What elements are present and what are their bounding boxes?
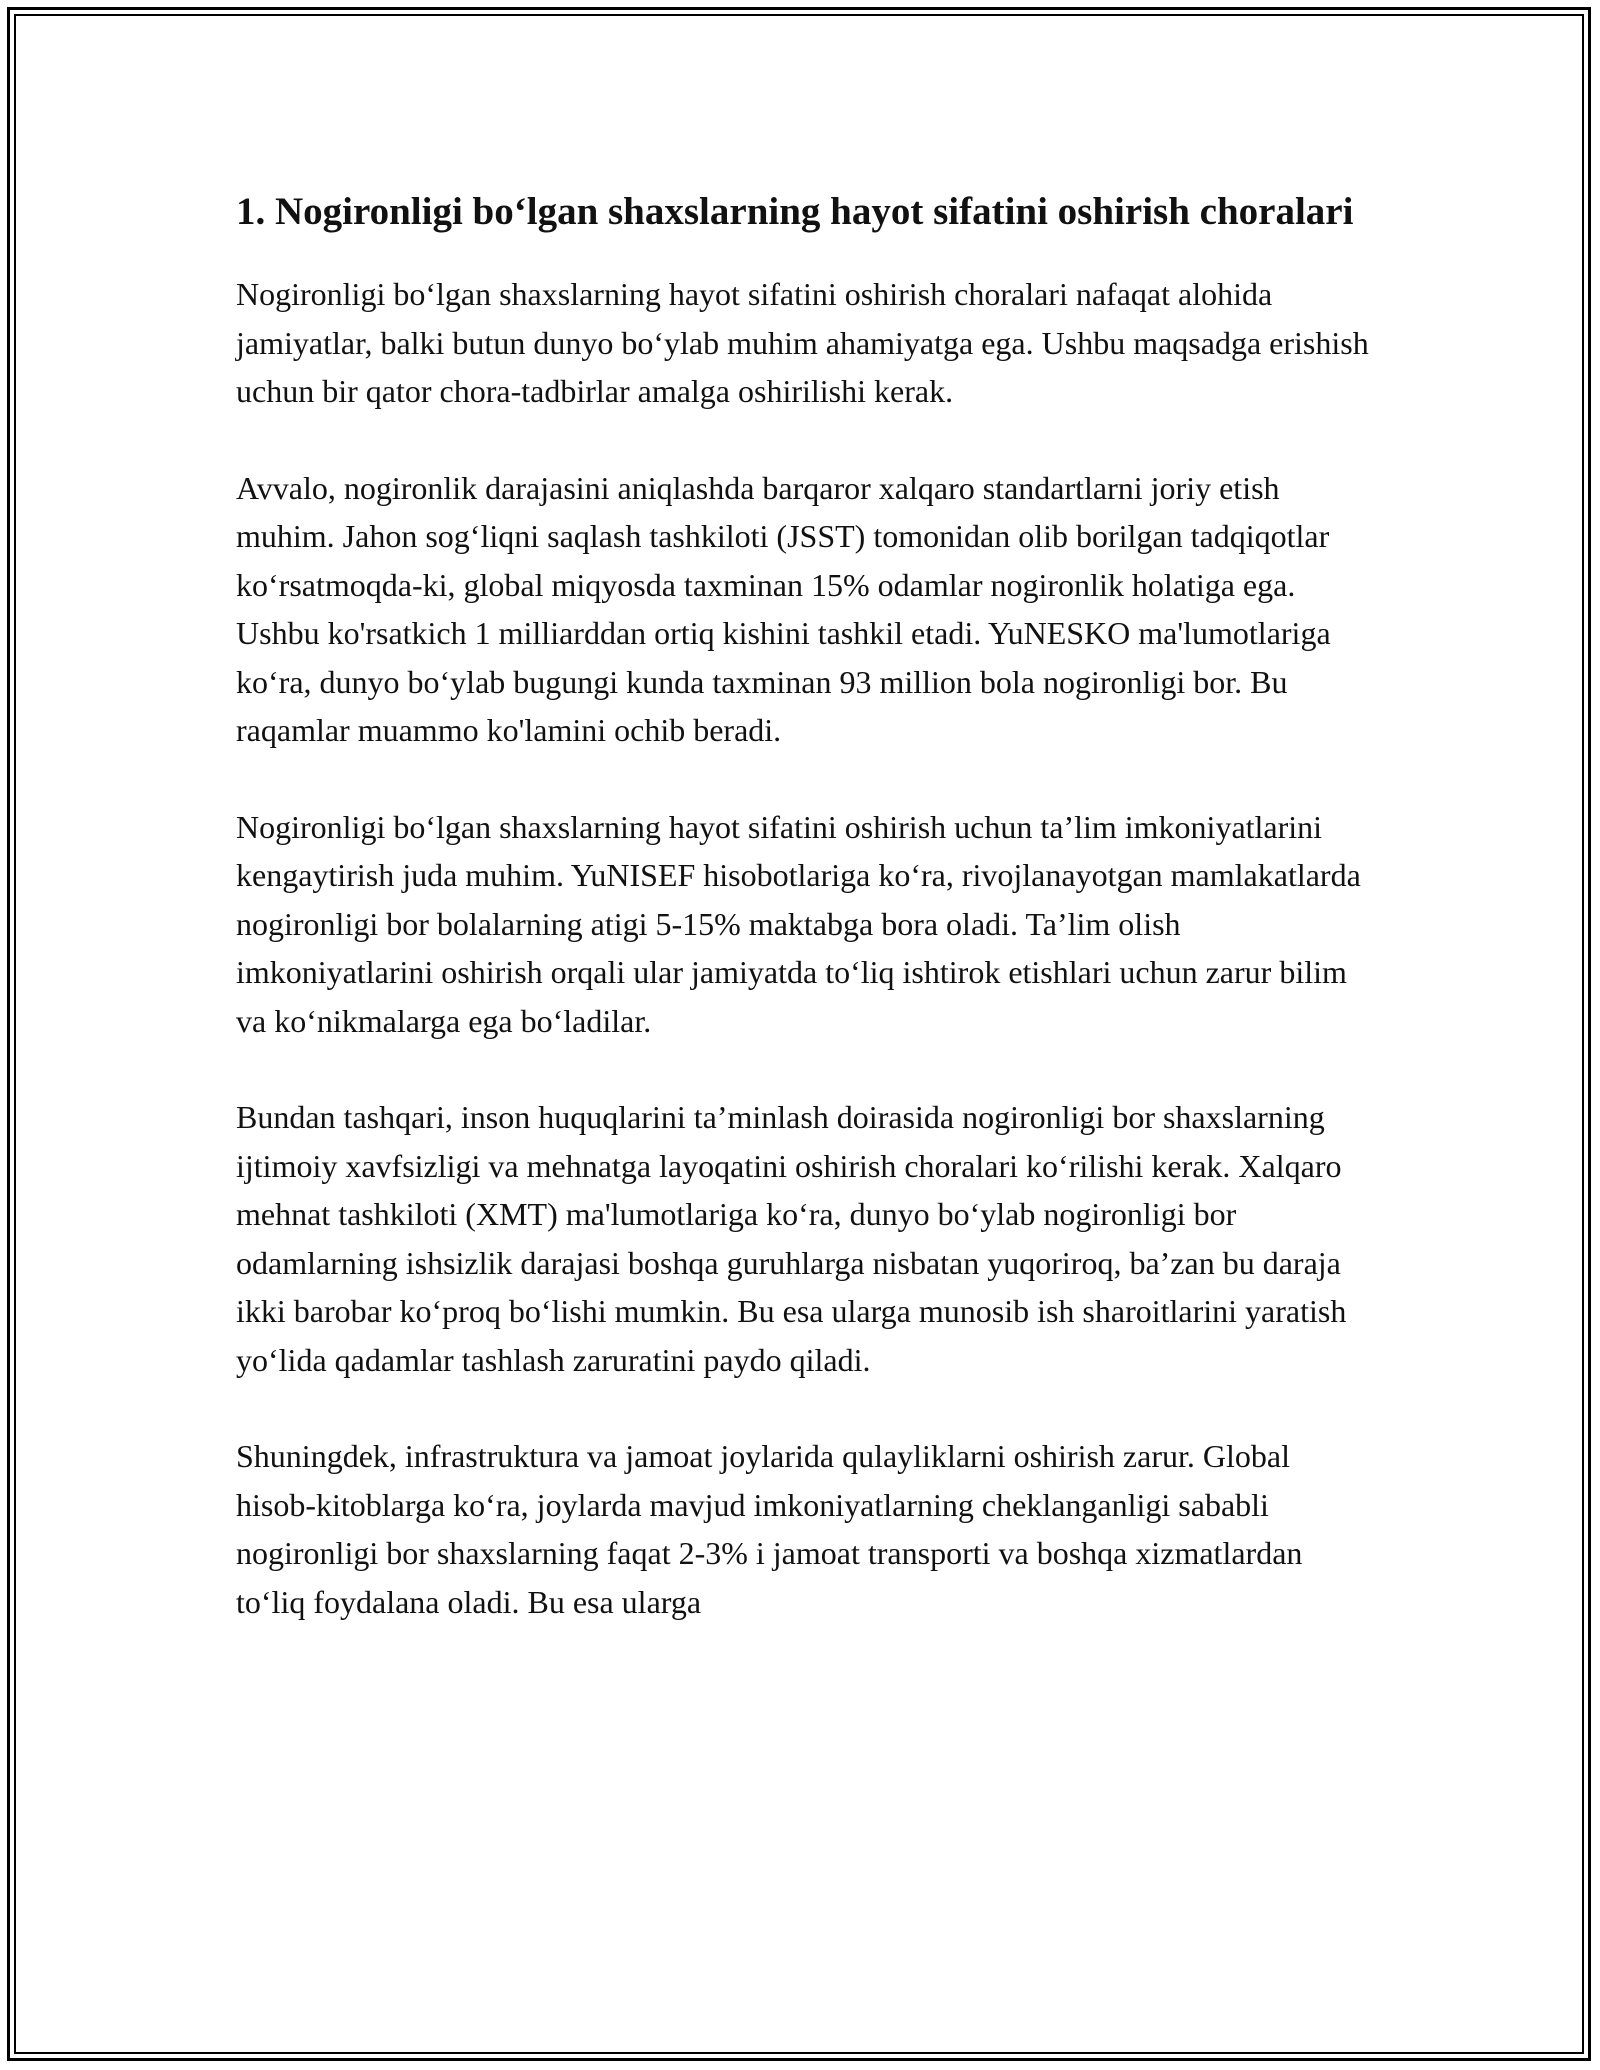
section-title: 1. Nogironligi bo‘lgan shaxslarning hayot sifatini oshirish choralari [236, 190, 1354, 233]
paragraph-4: Bundan tashqari, inson huquqlarini ta’minlash doirasida nogironligi bor shaxslarning ijtimoiy xavfsizligi va mehnatga layoqatini oshirish choralari ko‘rilishi kerak. Xalqaro mehnat tashkiloti (XMT) ma'lumotlariga ko‘ra, dunyo bo‘ylab nogironligi bor odamlarning ishsizlik darajasi boshqa guruhlarga nisbatan yuqoriroq, ba’zan bu daraja ikki barobar ko‘proq bo‘lishi mumkin. Bu esa ularga munosib ish sharoitlarini yaratish yo‘lida qadamlar tashlash zaruratini paydo qiladi. [236, 1099, 1347, 1378]
paragraph-1: Nogironligi bo‘lgan shaxslarning hayot sifatini oshirish choralari nafaqat alohida jamiyatlar, balki butun dunyo bo‘ylab muhim ahamiyatga ega. Ushbu maqsadga erishish uchun bir qator chora-tadbirlar amalga oshirilishi kerak. [236, 276, 1369, 409]
paragraph-5: Shuningdek, infrastruktura va jamoat joylarida qulayliklarni oshirish zarur. Global hisob-kitoblarga ko‘ra, joylarda mavjud imkoniyatlarning cheklanganligi sababli nogironligi bor shaxslarning faqat 2-3% i jamoat transporti va boshqa xizmatlardan to‘liq foydalana oladi. Bu esa ularga [236, 1438, 1303, 1620]
document-body [236, 184, 1376, 1674]
paragraph-3: Nogironligi bo‘lgan shaxslarning hayot sifatini oshirish uchun ta’lim imkoniyatlarini kengaytirish juda muhim. YuNISEF hisobotlariga ko‘ra, rivojlanayotgan mamlakatlarda nogironligi bor bolalarning atigi 5-15% maktabga bora oladi. Ta’lim olish imkoniyatlarini oshirish orqali ular jamiyatda to‘liq ishtirok etishlari uchun zarur bilim va ko‘nikmalarga ega bo‘ladilar. [236, 808, 1361, 1039]
paragraph-2: Avvalo, nogironlik darajasini aniqlashda barqaror xalqaro standartlarni joriy etish muhim. Jahon sog‘liqni saqlash tashkiloti (JSST) tomonidan olib borilgan tadqiqotlar ko‘rsatmoqda-ki, global miqyosda taxminan 15% odamlar nogironlik holatiga ega. Ushbu ko'rsatkich 1 milliarddan ortiq kishini tashkil etadi. YuNESKO ma'lumotlariga ko‘ra, dunyo bo‘ylab bugungi kunda taxminan 93 million bola nogironligi bor. Bu raqamlar muammo ko'lamini ochib beradi. [236, 469, 1331, 748]
